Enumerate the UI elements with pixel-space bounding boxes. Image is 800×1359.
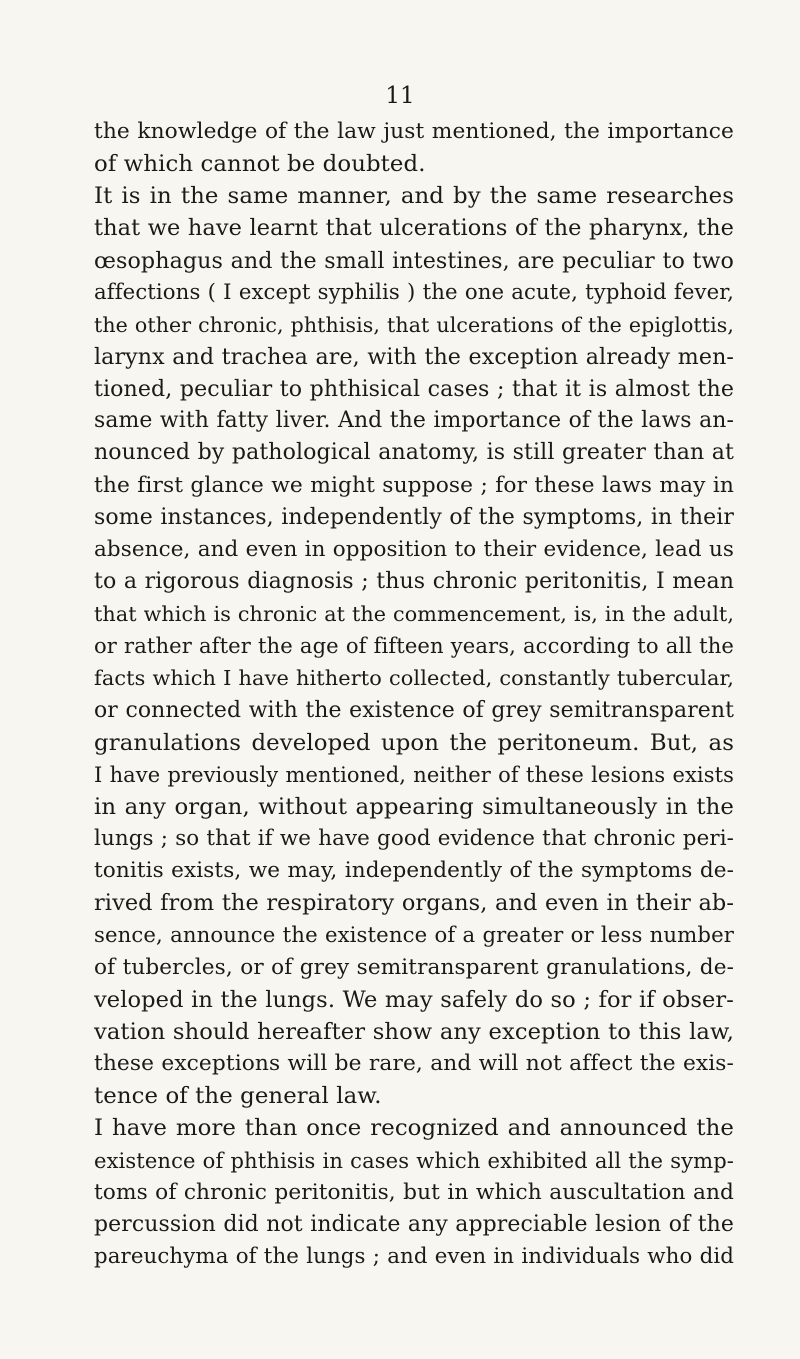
text-line: veloped in the lungs. We may safely do so ; for if obser-	[94, 986, 734, 1013]
text-line: existence of phthisis in cases which exhibited all the symp-	[94, 1147, 734, 1173]
text-line: œsophagus and the small intestines, are peculiar to two	[94, 247, 734, 274]
text-line: I have more than once recognized and announced the	[94, 1115, 734, 1142]
text-line: the first glance we might suppose ; for these laws may in	[94, 472, 734, 498]
text-line: facts which I have hitherto collected, constantly tubercular,	[94, 666, 734, 691]
text-line: toms of chronic peritonitis, but in which auscultation and	[94, 1179, 734, 1205]
text-line: the knowledge of the law just mentioned, the importance	[94, 119, 734, 144]
text-line: to a rigorous diagnosis ; thus chronic peritonitis, I mean	[94, 568, 734, 594]
text-line: larynx and trachea are, with the exception already men-	[94, 343, 734, 370]
text-line: pareuchyma of the lungs ; and even in individuals who did	[94, 1243, 734, 1269]
text-line: vation should hereafter show any exception to this law,	[94, 1018, 734, 1045]
text-line: these exceptions will be rare, and will not affect the exis-	[94, 1051, 734, 1077]
text-line: or connected with the existence of grey semitransparent	[94, 697, 734, 723]
text-line: in any organ, without appearing simultaneously in the	[94, 793, 734, 820]
text-line: tence of the general law.	[94, 1083, 382, 1110]
text-line: tonitis exists, we may, independently of the symptoms de-	[94, 858, 734, 884]
text-line: the other chronic, phthisis, that ulcerations of the epiglottis,	[94, 312, 734, 337]
text-line: that which is chronic at the commencement, is, in the adult,	[94, 602, 734, 627]
text-line: It is in the same manner, and by the same researches	[94, 183, 734, 210]
text-line: lungs ; so that if we have good evidence that chronic peri-	[94, 826, 734, 852]
page-number: 11	[385, 83, 415, 109]
text-line: I have previously mentioned, neither of these lesions exists	[94, 762, 734, 787]
body-text	[94, 116, 734, 1273]
text-line: percussion did not indicate any appreciable lesion of the	[94, 1211, 734, 1237]
text-line: nounced by pathological anatomy, is still greater than at	[94, 440, 734, 466]
text-line: affections ( I except syphilis ) the one acute, typhoid fever,	[94, 279, 734, 305]
text-line: absence, and even in opposition to their evidence, lead us	[94, 536, 734, 562]
text-line: rived from the respiratory organs, and even in their ab-	[94, 890, 734, 917]
text-line: sence, announce the existence of a greater or less number	[94, 922, 734, 948]
text-line: that we have learnt that ulcerations of the pharynx, the	[94, 215, 734, 242]
text-line: granulations developed upon the peritoneum. But, as	[94, 729, 734, 756]
text-line: tioned, peculiar to phthisical cases ; that it is almost the	[94, 376, 734, 403]
text-line: of which cannot be doubted.	[94, 151, 426, 178]
text-line: same with fatty liver. And the importance of the laws an-	[94, 408, 734, 434]
text-line: of tubercles, or of grey semitransparent granulations, de-	[94, 954, 734, 980]
text-line: some instances, independently of the symptoms, in their	[94, 504, 734, 530]
text-line: or rather after the age of fifteen years, according to all the	[94, 633, 734, 659]
